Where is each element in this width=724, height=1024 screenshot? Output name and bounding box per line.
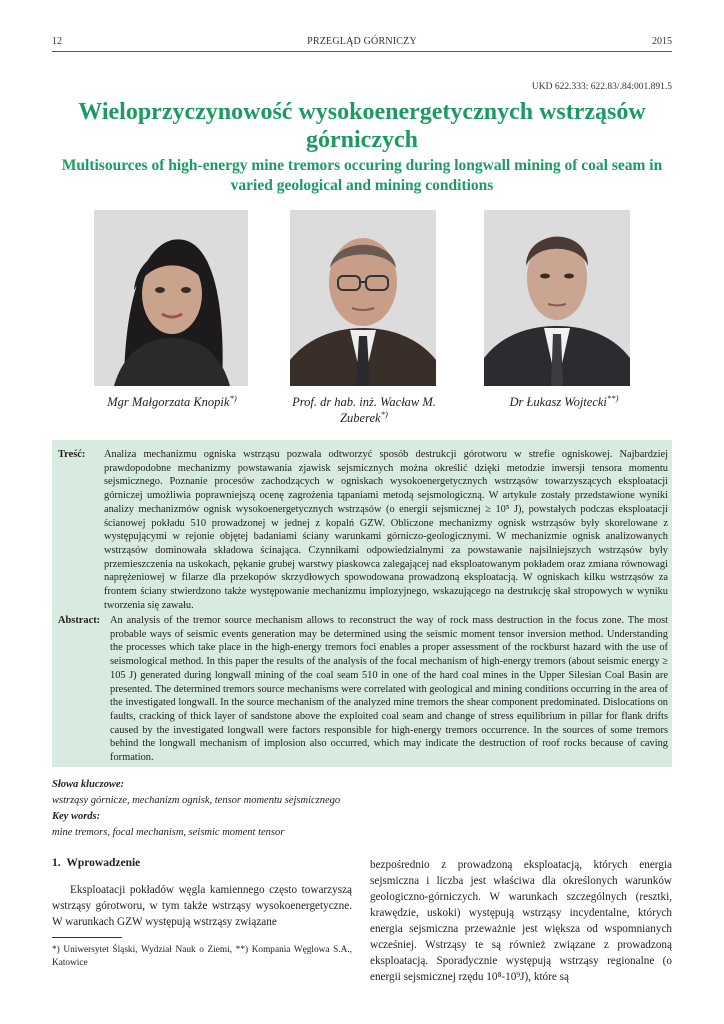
body-left-text: Eksploatacji pokładów węgla kamiennego często towarzyszą wstrząsy górotworu, w tym także wstrząsy wysokoenergetyczne. W warunkach GZW występują wstrząsy związane bbox=[52, 884, 352, 928]
title-english: Multisources of high-energy mine tremors occuring during longwall mining of coal seam in varied geological and mining conditions bbox=[61, 157, 663, 194]
author-photo-2 bbox=[290, 210, 436, 386]
author-name: Mgr Małgorzata Knopik bbox=[107, 395, 230, 409]
keywords-pl-label: Słowa kluczowe: bbox=[52, 779, 125, 790]
abstract-polish bbox=[58, 448, 668, 612]
title-polish: Wieloprzyczynowość wysokoenergetycznych wstrząsów górniczych bbox=[78, 99, 646, 153]
author-photo-1 bbox=[94, 210, 248, 386]
author-affiliation-mark: *) bbox=[380, 408, 388, 419]
abstract-english bbox=[58, 614, 668, 765]
footnote: *) Uniwersytet Śląski, Wydział Nauk o Ziemi, **) Kompania Węglowa S.A., Katowice bbox=[52, 945, 352, 968]
abstract-english-text: An analysis of the tremor source mechanism allows to reconstruct the way of rock mass destruction in the focus zone. The most probable ways of seismic events generation may be determined using the seismic moment tensor inversion method. Understanding the processes which take place in the high-energy tremors foci enables a proper assessment of the rockburst hazard with the use of seismological method. In this paper the results of the analysis of the focal mechanism of high-energy tremors (about seismic energy ≥ 105 J) generated during longwall mining of the coal seam 510 in one of the hard coal mines in the Upper Silesian Coal Basin are presented. The determined tremors source mechanisms were correlated with geological and mining conditions occurring in the area of the investigated longwall. In the source mechanism of the analyzed mine tremors the shear component predominated. Dislocations on faults, cracking of thick layer of sandstone above the exploited coal seam and change of stress equilibrium in pillar for flank drifts caused by the investigated longwall were factors responsible for high-energy tremors occurrence. In the sources of some tremors behind the longwall mechanism of implosion also occurred, which may indicate the destruction of roof rocks because of caving formation. bbox=[110, 615, 668, 764]
section-heading bbox=[52, 857, 140, 869]
body-column-left bbox=[52, 882, 352, 930]
section-number: 1. bbox=[52, 857, 61, 869]
author-photo-3 bbox=[484, 210, 630, 386]
ukd-code: UKD 622.333: 622.83/.84:001.891.5 bbox=[531, 82, 672, 92]
author-name: Dr Łukasz Wojtecki bbox=[509, 395, 607, 409]
year: 2015 bbox=[652, 36, 672, 47]
footnote-rule bbox=[52, 937, 122, 938]
author-affiliation-mark: *) bbox=[229, 392, 237, 403]
body-column-right bbox=[370, 857, 672, 985]
body-right-text: bezpośrednio z prowadzoną eksploatacją, których energia sejsmiczna i liczba jest właściwa dla określonych warunków geologiczno-górniczych. W warunkach szczególnych (resztki, krawędzie, uskoki) występują wstrząsy incydentalne, których energia sejsmiczna przeważnie jest większa od wspomnianych wcześniej. Wstrząsy te są również związane z prowadzoną eksploatacją. Sporadycznie występują wstrząsy regionalne (o energii sejsmicznej rzędu 10⁸-10⁹J), które są bbox=[370, 859, 672, 983]
author-caption-3 bbox=[484, 394, 644, 410]
abstract-polish-label: Treść: bbox=[58, 449, 86, 460]
author-name: Prof. dr hab. inż. Wacław M. Zuberek bbox=[292, 395, 436, 425]
keywords-en-label: Key words: bbox=[52, 811, 101, 822]
running-header bbox=[52, 36, 672, 50]
author-caption-2 bbox=[276, 394, 452, 426]
author-affiliation-mark: **) bbox=[606, 392, 619, 403]
journal-name: PRZEGLĄD GÓRNICZY bbox=[307, 36, 417, 47]
page-number: 12 bbox=[52, 36, 62, 47]
header-rule bbox=[52, 51, 672, 52]
abstract-english-label: Abstract: bbox=[58, 615, 101, 626]
keywords-pl: wstrząsy górnicze, mechanizm ognisk, tensor momentu sejsmicznego bbox=[52, 795, 341, 806]
keywords-en: mine tremors, focal mechanism, seismic moment tensor bbox=[52, 827, 285, 838]
author-caption-1 bbox=[82, 394, 262, 410]
section-title: Wprowadzenie bbox=[66, 857, 141, 869]
abstract-polish-text: Analiza mechanizmu ogniska wstrząsu pozwala odtworzyć sposób destrukcji górotworu w strefie ogniskowej. Najbardziej prawdopodobne mechanizmy powstawania zjawisk sejsmicznych można określić dzięki metodzie inwersji tensora momentu sejsmicznego. Poznanie procesów zachodzących w ogniskach wysokoenergetycznych wstrząsów towarzyszących eksploatacji górniczej umożliwia poprawniejszą ocenę zagrożenia tąpaniami metodą sejsmologiczną. W artykule zostały przedstawione wyniki analizy mechanizmów ognisk wysokoenergetycznych wstrząsów (o energii sejsmicznej ≥ 10⁵ J), powstałych podczas eksploatacji ścianowej pokładu 510 prowadzonej w jednej z kopalń GZW. Obliczone mechanizmy ognisk wstrząsów były skorelowane z występującymi w rejonie objętej badaniami ściany warunkami górniczo-geologicznymi. W mechanizmie ognisk analizowanych wstrząsów dominowała składowa ścinająca. Czynnikami odpowiedzialnymi za powstawanie najsilniejszych wstrząsów były przemieszczenia na uskokach, pękanie grubej warstwy piaskowca zalegającej nad eksploatowanym pokładem oraz zmiana równowagi naprężeniowej w filarze dla przekopów skrzydłowych spowodowana prowadzoną eksploatacją. W ogniskach kilku wstrząsów za frontem ściany stwierdzono także występowanie mechanizmu implozyjnego, wskazującego na destrukcję skał stropowych w wyniku tworzenia się zawału. bbox=[104, 449, 668, 611]
